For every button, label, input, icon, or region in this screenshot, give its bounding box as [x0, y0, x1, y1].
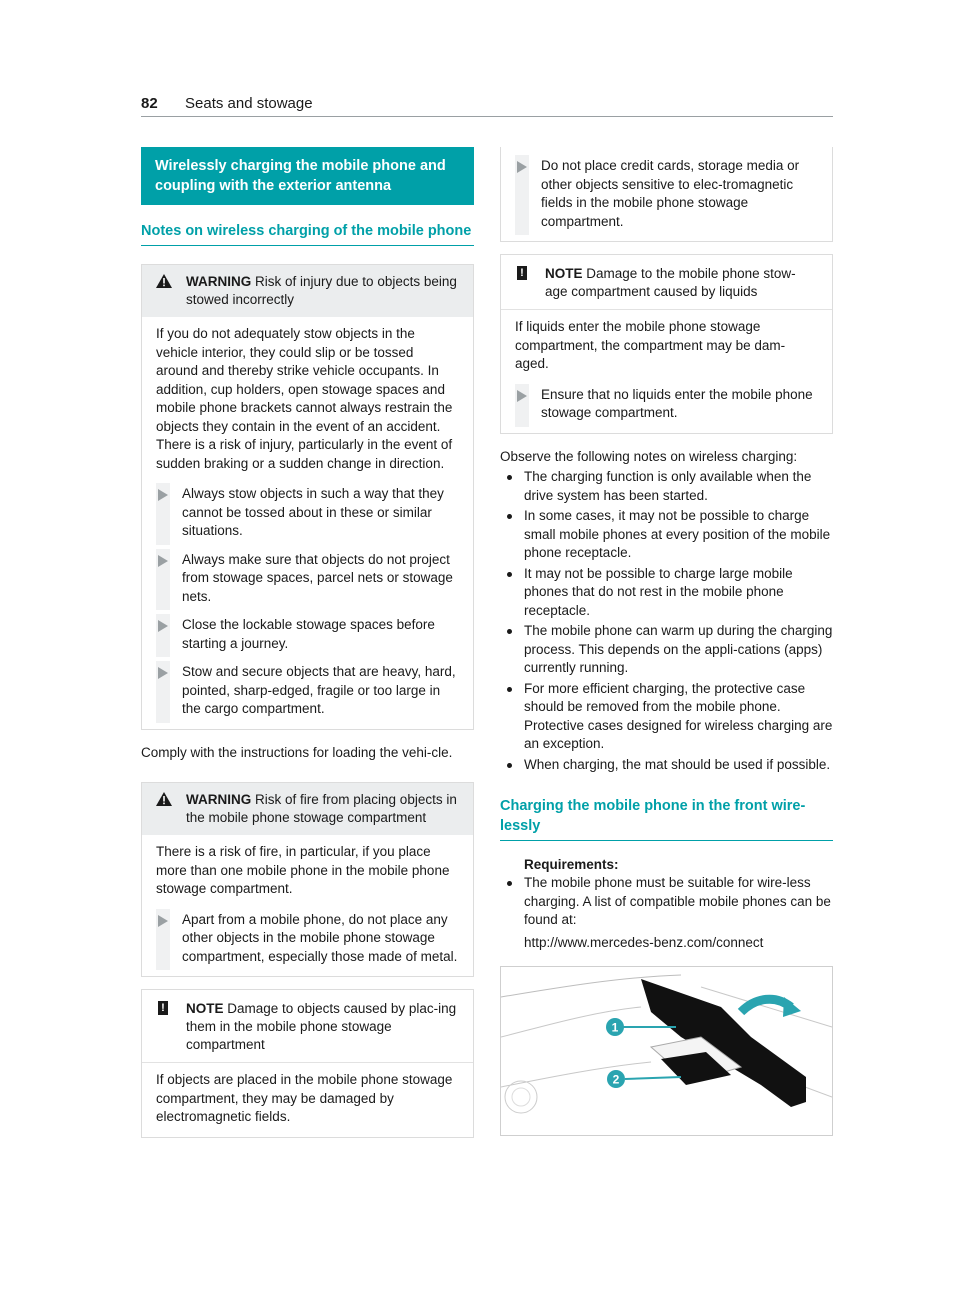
exclamation-icon: !	[517, 266, 527, 280]
note-title: Damage to the mobile phone stow-age compartment caused by liquids	[545, 266, 796, 299]
warning-continuation	[500, 147, 833, 242]
warning-header	[142, 783, 473, 835]
note-box-objects	[141, 989, 474, 1138]
right-column	[500, 147, 833, 1136]
connect-url[interactable]: http://www.mercedes-benz.com/connect	[524, 934, 764, 950]
note-text: If liquids enter the mobile phone stowage compartment, the compartment may be dam-aged.	[515, 319, 786, 371]
list-item: The mobile phone must be suitable for wire-less charging. A list of compatible mobile phones can be found at:	[500, 874, 833, 930]
svg-text:2: 2	[612, 1072, 620, 1087]
step-arrow-icon	[158, 555, 168, 567]
chapter-title: Seats and stowage	[185, 95, 313, 112]
step-arrow-icon	[158, 620, 168, 632]
note-header	[501, 255, 832, 310]
warning-text: There is a risk of fire, in particular, if you place more than one mobile phone in the mobile phone stowage compartment.	[156, 844, 450, 896]
section-title: Wirelessly charging the mobile phone and coupling with the exterior antenna	[141, 147, 474, 205]
subheading-front-charging: Charging the mobile phone in the front wire-lessly	[500, 796, 833, 841]
warning-body	[142, 317, 473, 729]
warning-header	[142, 265, 473, 317]
warning-label: WARNING	[186, 792, 252, 807]
warning-box-fire	[141, 782, 474, 977]
comply-text: Comply with the instructions for loading the vehi-cle.	[141, 744, 453, 760]
warning-icon	[156, 274, 172, 288]
note-body	[501, 310, 832, 433]
instruction-step: Stow and secure objects that are heavy, hard, pointed, sharp-edged, fragile or too large in the cargo compartment.	[156, 663, 459, 719]
warning-body	[142, 835, 473, 976]
warning-box-injury	[141, 264, 474, 730]
instruction-step: Always make sure that objects do not project from stowage spaces, parcel nets or stowage nets.	[156, 551, 459, 607]
charging-tray-illustration	[500, 966, 833, 1136]
warning-text: If you do not adequately stow objects in the vehicle interior, they could slip or be tossed around and thereby strike vehicle occupants. In addition, cup holders, open stowage spaces and mobile phone brackets cannot always restrain the objects they contain in the event of an accident.	[156, 326, 453, 434]
list-item: In some cases, it may not be possible to charge small mobile phones at every position of the mobile phone receptacle.	[500, 507, 833, 563]
step-arrow-icon	[158, 667, 168, 679]
header-divider	[141, 116, 833, 117]
instruction-step: Ensure that no liquids enter the mobile phone stowage compartment.	[515, 386, 818, 423]
continued-steps	[501, 147, 832, 241]
svg-text:1: 1	[611, 1020, 619, 1035]
step-arrow-icon	[517, 161, 527, 173]
requirements-label: Requirements:	[524, 857, 619, 872]
instruction-step: Do not place credit cards, storage media or other objects sensitive to elec-tromagnetic fields in the mobile phone stowage compartment.	[515, 157, 818, 231]
requirements-list	[500, 874, 833, 930]
note-body: If objects are placed in the mobile phone stowage compartment, they may be damaged by electromagnetic fields.	[156, 1072, 453, 1124]
page-number: 82	[141, 95, 158, 112]
subheading-notes: Notes on wireless charging of the mobile phone	[141, 221, 474, 246]
warning-icon	[156, 792, 172, 806]
observe-text: Observe the following notes on wireless charging:	[500, 448, 798, 464]
list-item: When charging, the mat should be used if possible.	[500, 756, 833, 775]
step-arrow-icon	[158, 489, 168, 501]
warning-text: There is a risk of injury, particularly in the event of sudden braking or a sudden change in direction.	[156, 437, 453, 471]
instruction-step: Close the lockable stowage spaces before starting a journey.	[156, 616, 459, 653]
charging-notes-list	[500, 468, 833, 774]
note-header	[142, 990, 473, 1063]
instruction-step: Always stow objects in such a way that they cannot be tossed about in these or similar situations.	[156, 485, 459, 541]
warning-label: WARNING	[186, 274, 252, 289]
step-arrow-icon	[158, 915, 168, 927]
instruction-step: Apart from a mobile phone, do not place any other objects in the mobile phone stowage compartment, especially those made of metal.	[156, 911, 459, 967]
warning-title: Risk of injury due to objects being stowed incorrectly	[186, 274, 457, 307]
list-item: For more efficient charging, the protective case should be removed from the mobile phone. Protective cases designed for wireless charging are an exception.	[500, 680, 833, 754]
list-item: It may not be possible to charge large mobile phones that do not rest in the mobile phone receptacle.	[500, 565, 833, 621]
warning-title: Risk of fire from placing objects in the mobile phone stowage compartment	[186, 792, 457, 825]
note-box-liquids	[500, 254, 833, 434]
console-drawing	[501, 967, 832, 1135]
note-title: Damage to objects caused by plac-ing them in the mobile phone stowage compartment	[186, 1001, 457, 1052]
list-item: The mobile phone can warm up during the charging process. This depends on the appli-cations (apps) currently running.	[500, 622, 833, 678]
exclamation-icon: !	[158, 1001, 168, 1015]
note-label: NOTE	[545, 266, 583, 281]
step-arrow-icon	[517, 390, 527, 402]
note-label: NOTE	[186, 1001, 224, 1016]
list-item: The charging function is only available when the drive system has been started.	[500, 468, 833, 505]
left-column	[141, 147, 474, 1138]
